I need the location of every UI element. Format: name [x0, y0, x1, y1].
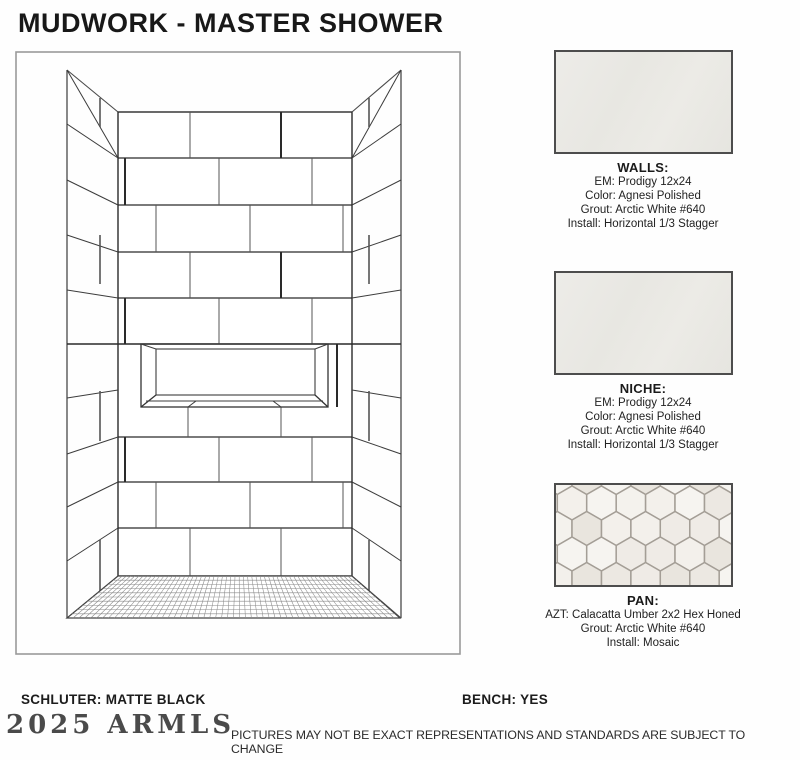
page-title: MUDWORK - MASTER SHOWER [18, 8, 444, 38]
pan-hex-tile-swatch [554, 483, 733, 587]
niche-tile-swatch [554, 271, 733, 375]
armls-watermark: 2025 ARMLS [6, 710, 236, 740]
spec-label: WALLS: [617, 160, 669, 175]
disclaimer-text: PICTURES MAY NOT BE EXACT REPRESENTATIONS AND STANDARDS ARE SUBJECT TO CHANGE [231, 728, 746, 756]
spec-line: Install: Horizontal 1/3 Stagger [567, 218, 719, 230]
spec-card-walls [515, 50, 771, 231]
hex-mosaic-swatch-image [556, 485, 731, 585]
spec-line: AZT: Calacatta Umber 2x2 Hex Honed [545, 609, 741, 621]
bench-label: BENCH: YES [462, 692, 549, 707]
spec-line: Install: Horizontal 1/3 Stagger [567, 439, 719, 451]
spec-line: EM: Prodigy 12x24 [594, 397, 692, 409]
walls-tile-swatch [554, 50, 733, 154]
spec-line: Grout: Arctic White #640 [580, 204, 706, 216]
spec-line: Install: Mosaic [606, 637, 680, 649]
spec-line: Grout: Arctic White #640 [580, 425, 706, 437]
spec-line: Grout: Arctic White #640 [580, 623, 706, 635]
spec-card-niche [515, 271, 771, 452]
spec-card-pan [515, 483, 771, 650]
shower-diagram [14, 50, 466, 660]
spec-label: PAN: [626, 593, 659, 608]
spec-line: Color: Agnesi Polished [585, 190, 701, 202]
spec-line: Color: Agnesi Polished [585, 411, 701, 423]
schluter-finish-label: SCHLUTER: MATTE BLACK [21, 692, 206, 707]
spec-line: EM: Prodigy 12x24 [594, 176, 692, 188]
spec-label: NICHE: [619, 381, 667, 396]
